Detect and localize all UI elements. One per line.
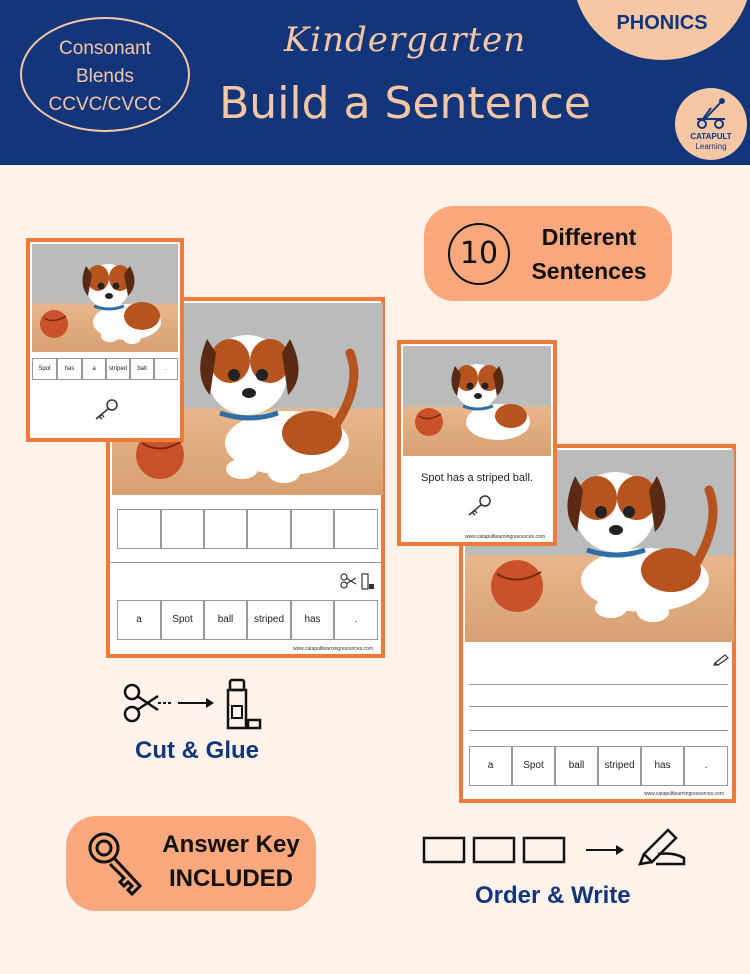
order-write-label: Order & Write [475, 882, 631, 909]
key-icon [465, 494, 493, 518]
glue-box [117, 509, 161, 549]
sentence-card-url: www.catapultlearningresources.com [464, 534, 545, 540]
logo-name: CATAPULT [690, 132, 732, 141]
order-word-cell: Spot [512, 746, 555, 786]
key-icon [84, 828, 148, 900]
divider-line [110, 562, 381, 563]
cut-word-cell: . [334, 600, 378, 640]
pencil-hand-icon [713, 652, 731, 666]
write-line [469, 706, 728, 707]
blend-line-2: Blends [75, 66, 135, 87]
glue-box [204, 509, 247, 549]
sentence-badge-line1: Different [541, 224, 637, 250]
cut-word-cell: has [291, 600, 334, 640]
glue-box [247, 509, 291, 549]
cut-word-row [117, 600, 378, 640]
header-banner [0, 0, 750, 165]
order-word-row [469, 746, 728, 786]
order-word-cell: . [684, 746, 728, 786]
phonics-label: PHONICS [616, 12, 708, 34]
answer-key-badge [66, 816, 316, 911]
sentence-badge-line2: Sentences [531, 258, 647, 284]
answer-badge-line2: INCLUDED [169, 865, 293, 892]
blend-line-3: CCVC/CVCC [48, 94, 162, 115]
cut-card-url: www.catapultlearningresources.com [292, 646, 373, 652]
write-line [469, 730, 728, 731]
answer-word-cell: . [154, 358, 178, 380]
answer-word-cell: striped [106, 358, 130, 380]
cut-glue-label: Cut & Glue [135, 737, 259, 764]
glue-box [334, 509, 378, 549]
glue-box [291, 509, 334, 549]
cut-word-cell: Spot [161, 600, 204, 640]
kicker-title: Kindergarten [283, 20, 527, 60]
answer-word-row [32, 358, 178, 380]
answer-word-cell: Spot [32, 358, 57, 380]
cut-word-cell: ball [204, 600, 247, 640]
page-title: Build a Sentence [219, 78, 591, 129]
cut-word-cell: a [117, 600, 161, 640]
puppy-illustration-icon [32, 244, 178, 352]
glue-box-row [117, 509, 378, 549]
sentence-count-badge [424, 206, 672, 301]
boxes-to-pencil-icon [422, 824, 692, 868]
write-card-url: www.catapultlearningresources.com [643, 791, 724, 797]
write-line [469, 684, 728, 685]
sentence-count: 10 [448, 223, 510, 285]
sentence-text: Spot has a striped ball. [421, 472, 533, 484]
catapult-logo [675, 88, 747, 160]
key-icon [92, 398, 120, 422]
blend-oval [20, 17, 190, 132]
catapult-icon [693, 96, 729, 130]
answer-word-cell: a [82, 358, 106, 380]
answer-word-cell: ball [130, 358, 154, 380]
order-word-cell: a [469, 746, 512, 786]
puppy-picture [403, 346, 551, 456]
order-word-cell: ball [555, 746, 598, 786]
answer-word-cell: has [57, 358, 82, 380]
cut-word-cell: striped [247, 600, 291, 640]
logo-sub: Learning [695, 142, 727, 151]
scissors-to-glue-icon [122, 676, 264, 732]
order-word-cell: has [641, 746, 684, 786]
scissors-glue-icon [340, 571, 376, 591]
order-word-cell: striped [598, 746, 641, 786]
answer-key-card [26, 238, 184, 442]
answer-badge-line1: Answer Key [162, 831, 300, 858]
sentence-card [397, 340, 557, 546]
blend-line-1: Consonant [59, 38, 151, 59]
glue-box [161, 509, 204, 549]
puppy-illustration-icon [403, 346, 551, 456]
puppy-picture [32, 244, 178, 352]
